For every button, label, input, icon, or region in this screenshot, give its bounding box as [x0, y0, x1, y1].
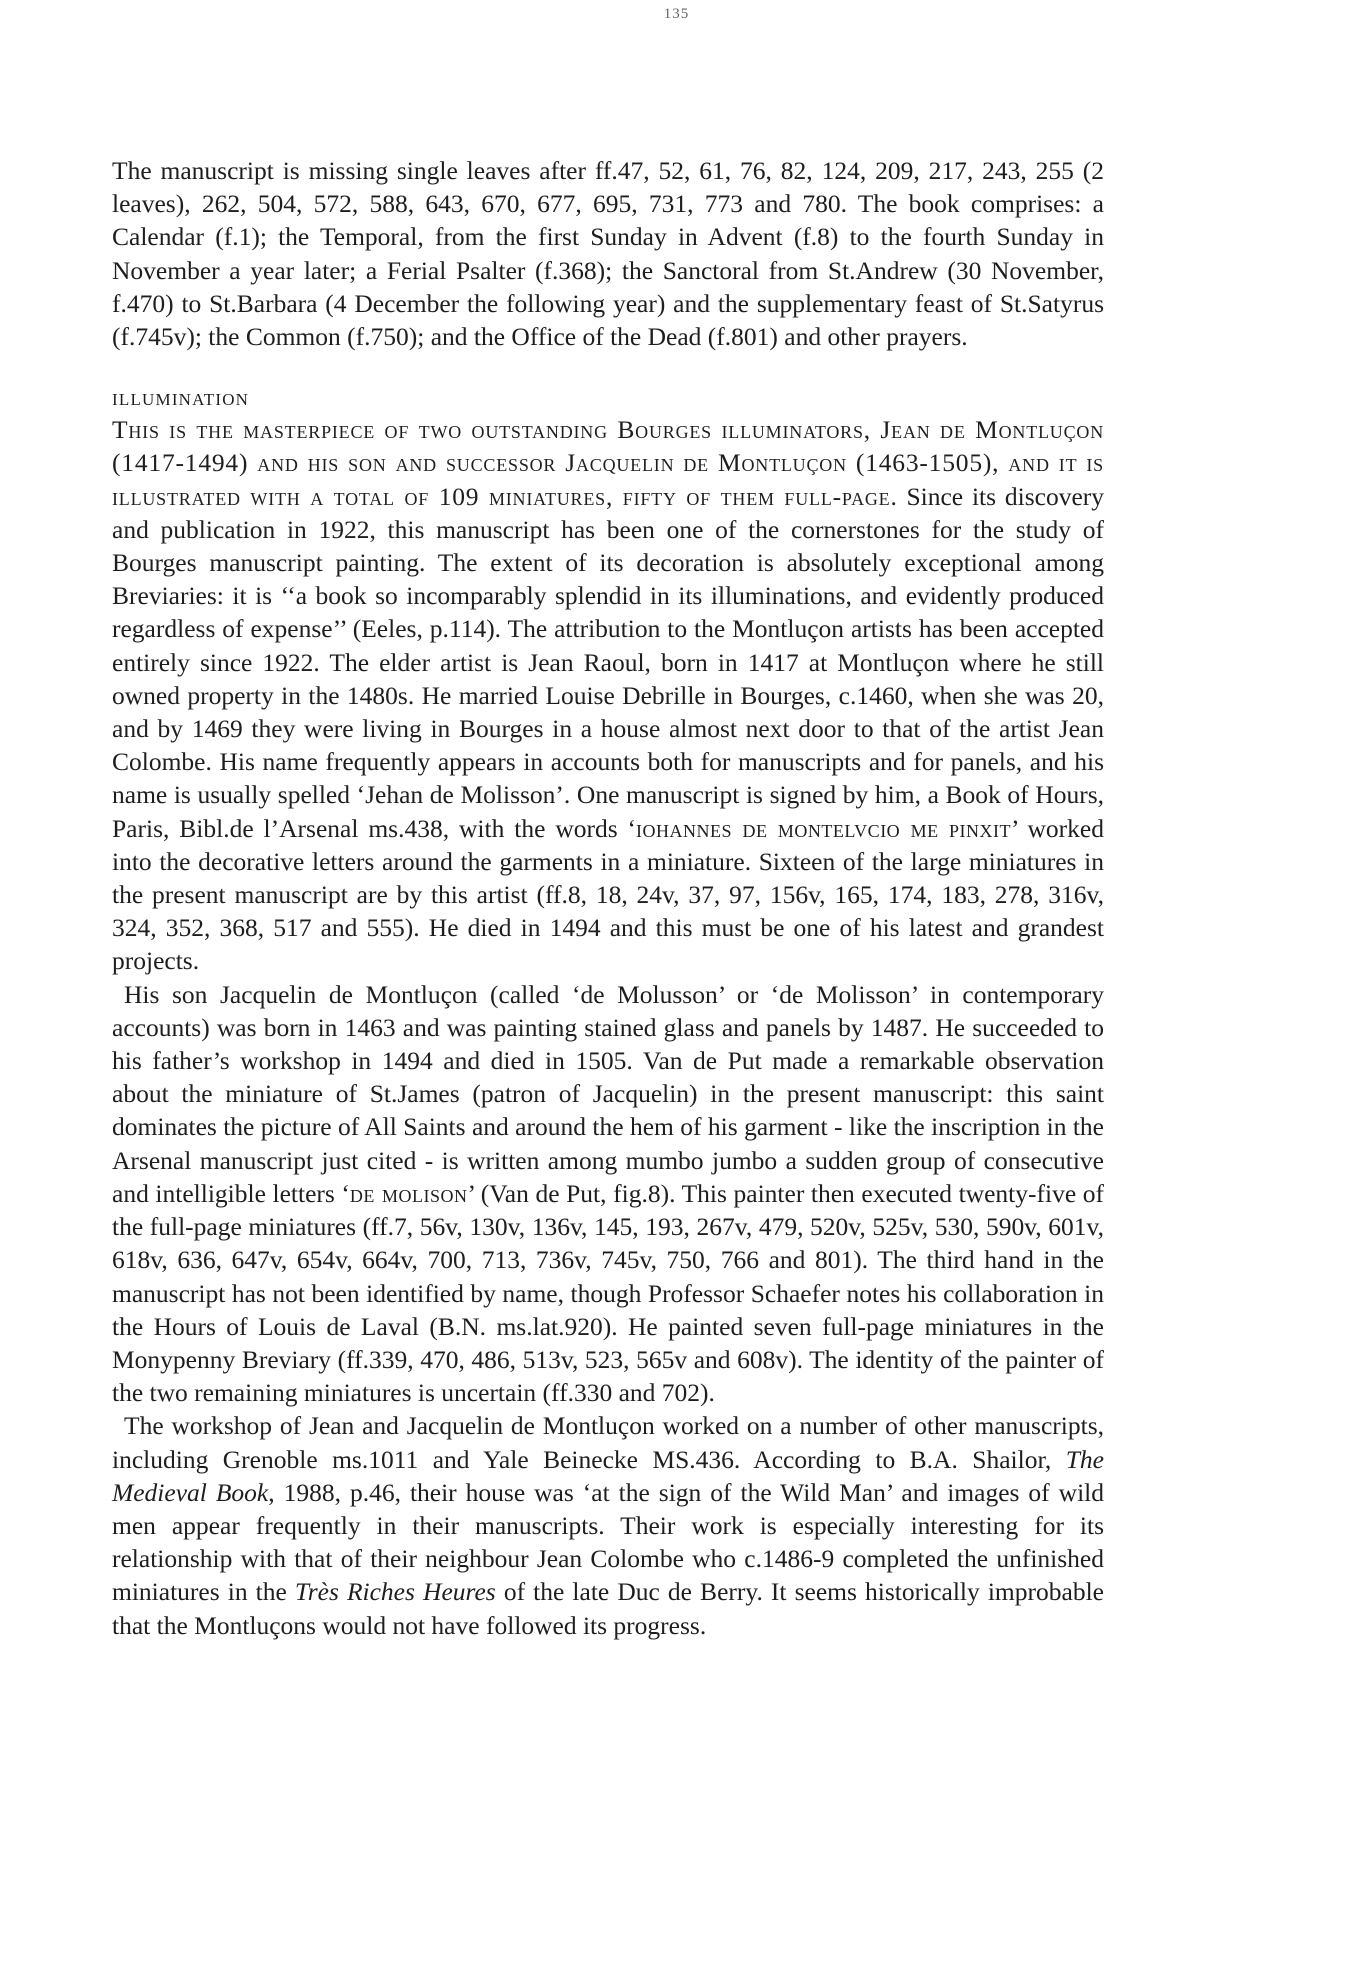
lead-smallcaps: This is the masterpiece of two outstanding Bourges illuminators, Jean de Montluçon (1417-1494) and his son and successor Jacquelin de Montluçon (1463-1505), and it is illustrated with a total of 109 miniatures, fifty of them full-page. [112, 415, 1104, 511]
text-run: ’ (Van de Put, fig.8). This painter then executed twenty-five of the full-page miniatures (ff.7, 56v, 130v, 136v, 145, 193, 267v, 479, 520v, 525v, 530, 590v, 601v, 618v, 636, 647v, 654v, 664v, 700, 713, 736v, 745v, 750, 766 and 801). The third hand in the manuscript has not been identified by name, though Professor Schaefer notes his collaboration in the Hours of Louis de Laval (B.N. ms.lat.920). He painted seven full-page miniatures in the Monypenny Breviary (ff.339, 470, 486, 513v, 523, 565v and 608v). The identity of the painter of the two remaining miniatures is uncertain (ff.330 and 702). [112, 1178, 1104, 1408]
smallcaps-inscription: de molison [349, 1178, 468, 1208]
page-number: 135 [663, 6, 690, 22]
paragraph-jacquelin [112, 978, 1104, 1410]
text-run: Since its discovery and publication in 1922, this manuscript has been one of the cornerstones for the study of Bourges manuscript painting. The extent of its decoration is absolutely exceptional among Breviaries: it is ‘‘a book so incomparably splendid in its illuminations, and evidently produced regardless of expense’’ (Eeles, p.114). The attribution to the Montluçon artists has been accepted entirely since 1922. The elder artist is Jean Raoul, born in 1417 at Montluçon where he still owned property in the 1480s. He married Louise Debrille in Bourges, c.1460, when she was 20, and by 1469 they were living in Bourges in a house almost next door to that of the artist Jean Colombe. His name frequently appears in accounts both for manuscripts and for panels, and his name is usually spelled ‘Jehan de Molisson’. One manuscript is signed by him, a Book of Hours, Paris, Bibl.de l’Arsenal ms.438, with the words ‘ [112, 481, 1104, 843]
paragraph-contents: The manuscript is missing single leaves after ff.47, 52, 61, 76, 82, 124, 209, 217, 243, 255 (2 leaves), 262, 504, 572, 588, 643, 670, 677, 695, 731, 773 and 780. The book comprises: a Calendar (f.1); the Temporal, from the first Sunday in Advent (f.8) to the fourth Sunday in November a year later; a Ferial Psalter (f.368); the Sanctoral from St.Andrew (30 November, f.470) to St.Barbara (4 December the following year) and the supplementary feast of St.Satyrus (f.745v); the Common (f.750); and the Office of the Dead (f.801) and other prayers. [112, 156, 1104, 352]
text-run: of the late Duc de Berry. It seems historically improbable that the Montluçons would not have followed its progress. [112, 1577, 1104, 1640]
manuscript-title: Très Riches Heures [294, 1577, 496, 1607]
text-run: His son Jacquelin de Montluçon (called ‘de Molusson’ or ‘de Molisson’ in contemporary accounts) was born in 1463 and was painting stained glass and panels by 1487. He succeeded to his father’s workshop in 1494 and died in 1505. Van de Put made a remarkable observation about the miniature of St.James (patron of Jacquelin) in the present manuscript: this saint dominates the picture of All Saints and around the hem of his garment - like the inscription in the Arsenal manuscript just cited - is written among mumbo jumbo a sudden group of consecutive and intelligible letters ‘ [112, 979, 1104, 1208]
book-title: The Medieval Book [112, 1444, 1104, 1507]
text-run: , 1988, p.46, their house was ‘at the sign of the Wild Man’ and images of wild men appear frequently in their manuscripts. Their work is especially interesting for its relationship with that of their neighbour Jean Colombe who c.1486-9 completed the unfinished miniatures in the [112, 1477, 1104, 1607]
text-run: ’ worked into the decorative letters around the garments in a miniature. Sixteen of the large miniatures in the present manuscript are by this artist (ff.8, 18, 24v, 37, 97, 156v, 165, 174, 183, 278, 316v, 324, 352, 368, 517 and 555). He died in 1494 and this must be one of his latest and grandest projects. [112, 813, 1104, 976]
smallcaps-inscription: iohannes de montelvcio me pinxit [636, 813, 1011, 843]
paragraph-illumination-intro [112, 413, 1104, 977]
paragraph-workshop [112, 1409, 1104, 1641]
page-body [112, 154, 1104, 1642]
text-run: The workshop of Jean and Jacquelin de Montluçon worked on a number of other manuscripts, including Grenoble ms.1011 and Yale Beinecke MS.436. According to B.A. Shailor, [112, 1411, 1104, 1474]
section-heading-illumination: ILLUMINATION [112, 390, 250, 410]
